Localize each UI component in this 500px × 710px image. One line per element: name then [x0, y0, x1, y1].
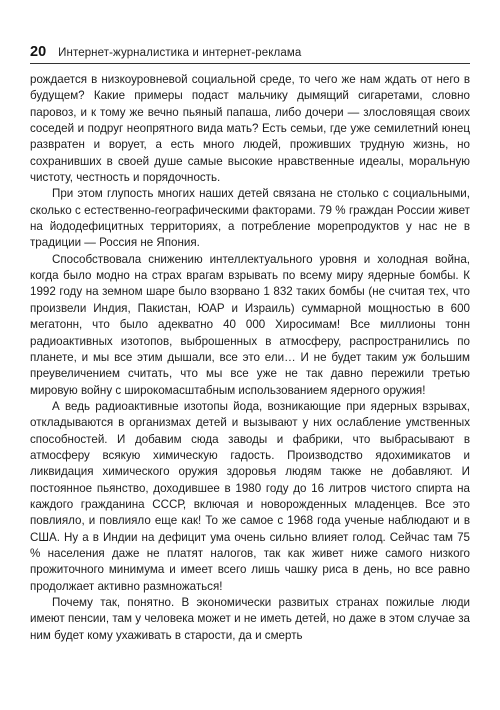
- paragraph-2: При этом глупость многих наших детей связана не столько с социальными, сколько с естественно-географическими факторами. 79 % граждан России живет на йододефицитных территориях, а потребление морепродуктов у нас не в традиции — Россия не Япония.: [30, 187, 470, 250]
- page-body: [30, 72, 470, 644]
- paragraph-5: Почему так, понятно. В экономически развитых странах пожилые люди имеют пенсии, там у человека может и не иметь детей, но даже в этом случае за ним будет кому ухаживать в старости, да и смерть: [30, 596, 470, 642]
- paragraph-4: А ведь радиоактивные изотопы йода, возникающие при ядерных взрывах, откладываются в организмах детей и вызывают у них ослабление умственных способностей. И добавим сюда заводы и фабрики, что выбрасывают в атмосферу всякую химическую гадость. Производство ядохимикатов и ликвидация химического оружия здоровья людям также не добавляют. И постоянное пьянство, доходившее в 1980 году до 16 литров чистого спирта на каждого гражданина СССР, включая и новорожденных младенцев. Все это повлияло, и повлияло еще как! То же самое с 1968 года ученые наблюдают и в США. Ну а в Индии на дефицит ума очень сильно влияет голод. Сейчас там 75 % населения даже не платят налогов, так как живет ниже самого низкого прожиточного минимума и имеет всего лишь чашку риса в день, но все равно продолжает активно размножаться!: [30, 399, 470, 593]
- paragraph-1: рождается в низкоуровневой социальной среде, то чего же нам ждать от него в будущем? Какие примеры подаст мальчику дымящий сигаретами, словно паровоз, и к тому же вечно пьяный папаша, либо дочери — злословящая своих соседей и подруг неопрятного вида мать? Есть семьи, где уже семилетний юнец развратен и ворует, а есть много людей, проживших трудную жизнь, но сохранивших в своей душе самые высокие нравственные идеалы, моральную чистоту, честность и порядочность.: [30, 73, 470, 185]
- running-title: Интернет-журналистика и интернет-реклама: [58, 47, 302, 59]
- page-header: [30, 44, 470, 64]
- page-number: 20: [30, 44, 47, 60]
- paragraph-3: Способствовала снижению интеллектуального уровня и холодная война, когда было модно на страх врагам взрывать по всему миру ядерные бомбы. К 1992 году на земном шаре было взорвано 1 832 таких бомбы (не считая тех, что произвели Индия, Пакистан, ЮАР и Израиль) суммарной мощностью в 600 мегатонн, что было адекватно 40 000 Хиросимам! Все миллионы тонн радиоактивных изотопов, выброшенных в атмосферу, распространились по планете, и мы все этим дышали, все это ели… И не будет таким уж большим преувеличением считать, что мы все уже не так давно пережили третью мировую войну с широкомасштабным использованием ядерного оружия!: [30, 252, 470, 397]
- header-rule: [30, 63, 470, 64]
